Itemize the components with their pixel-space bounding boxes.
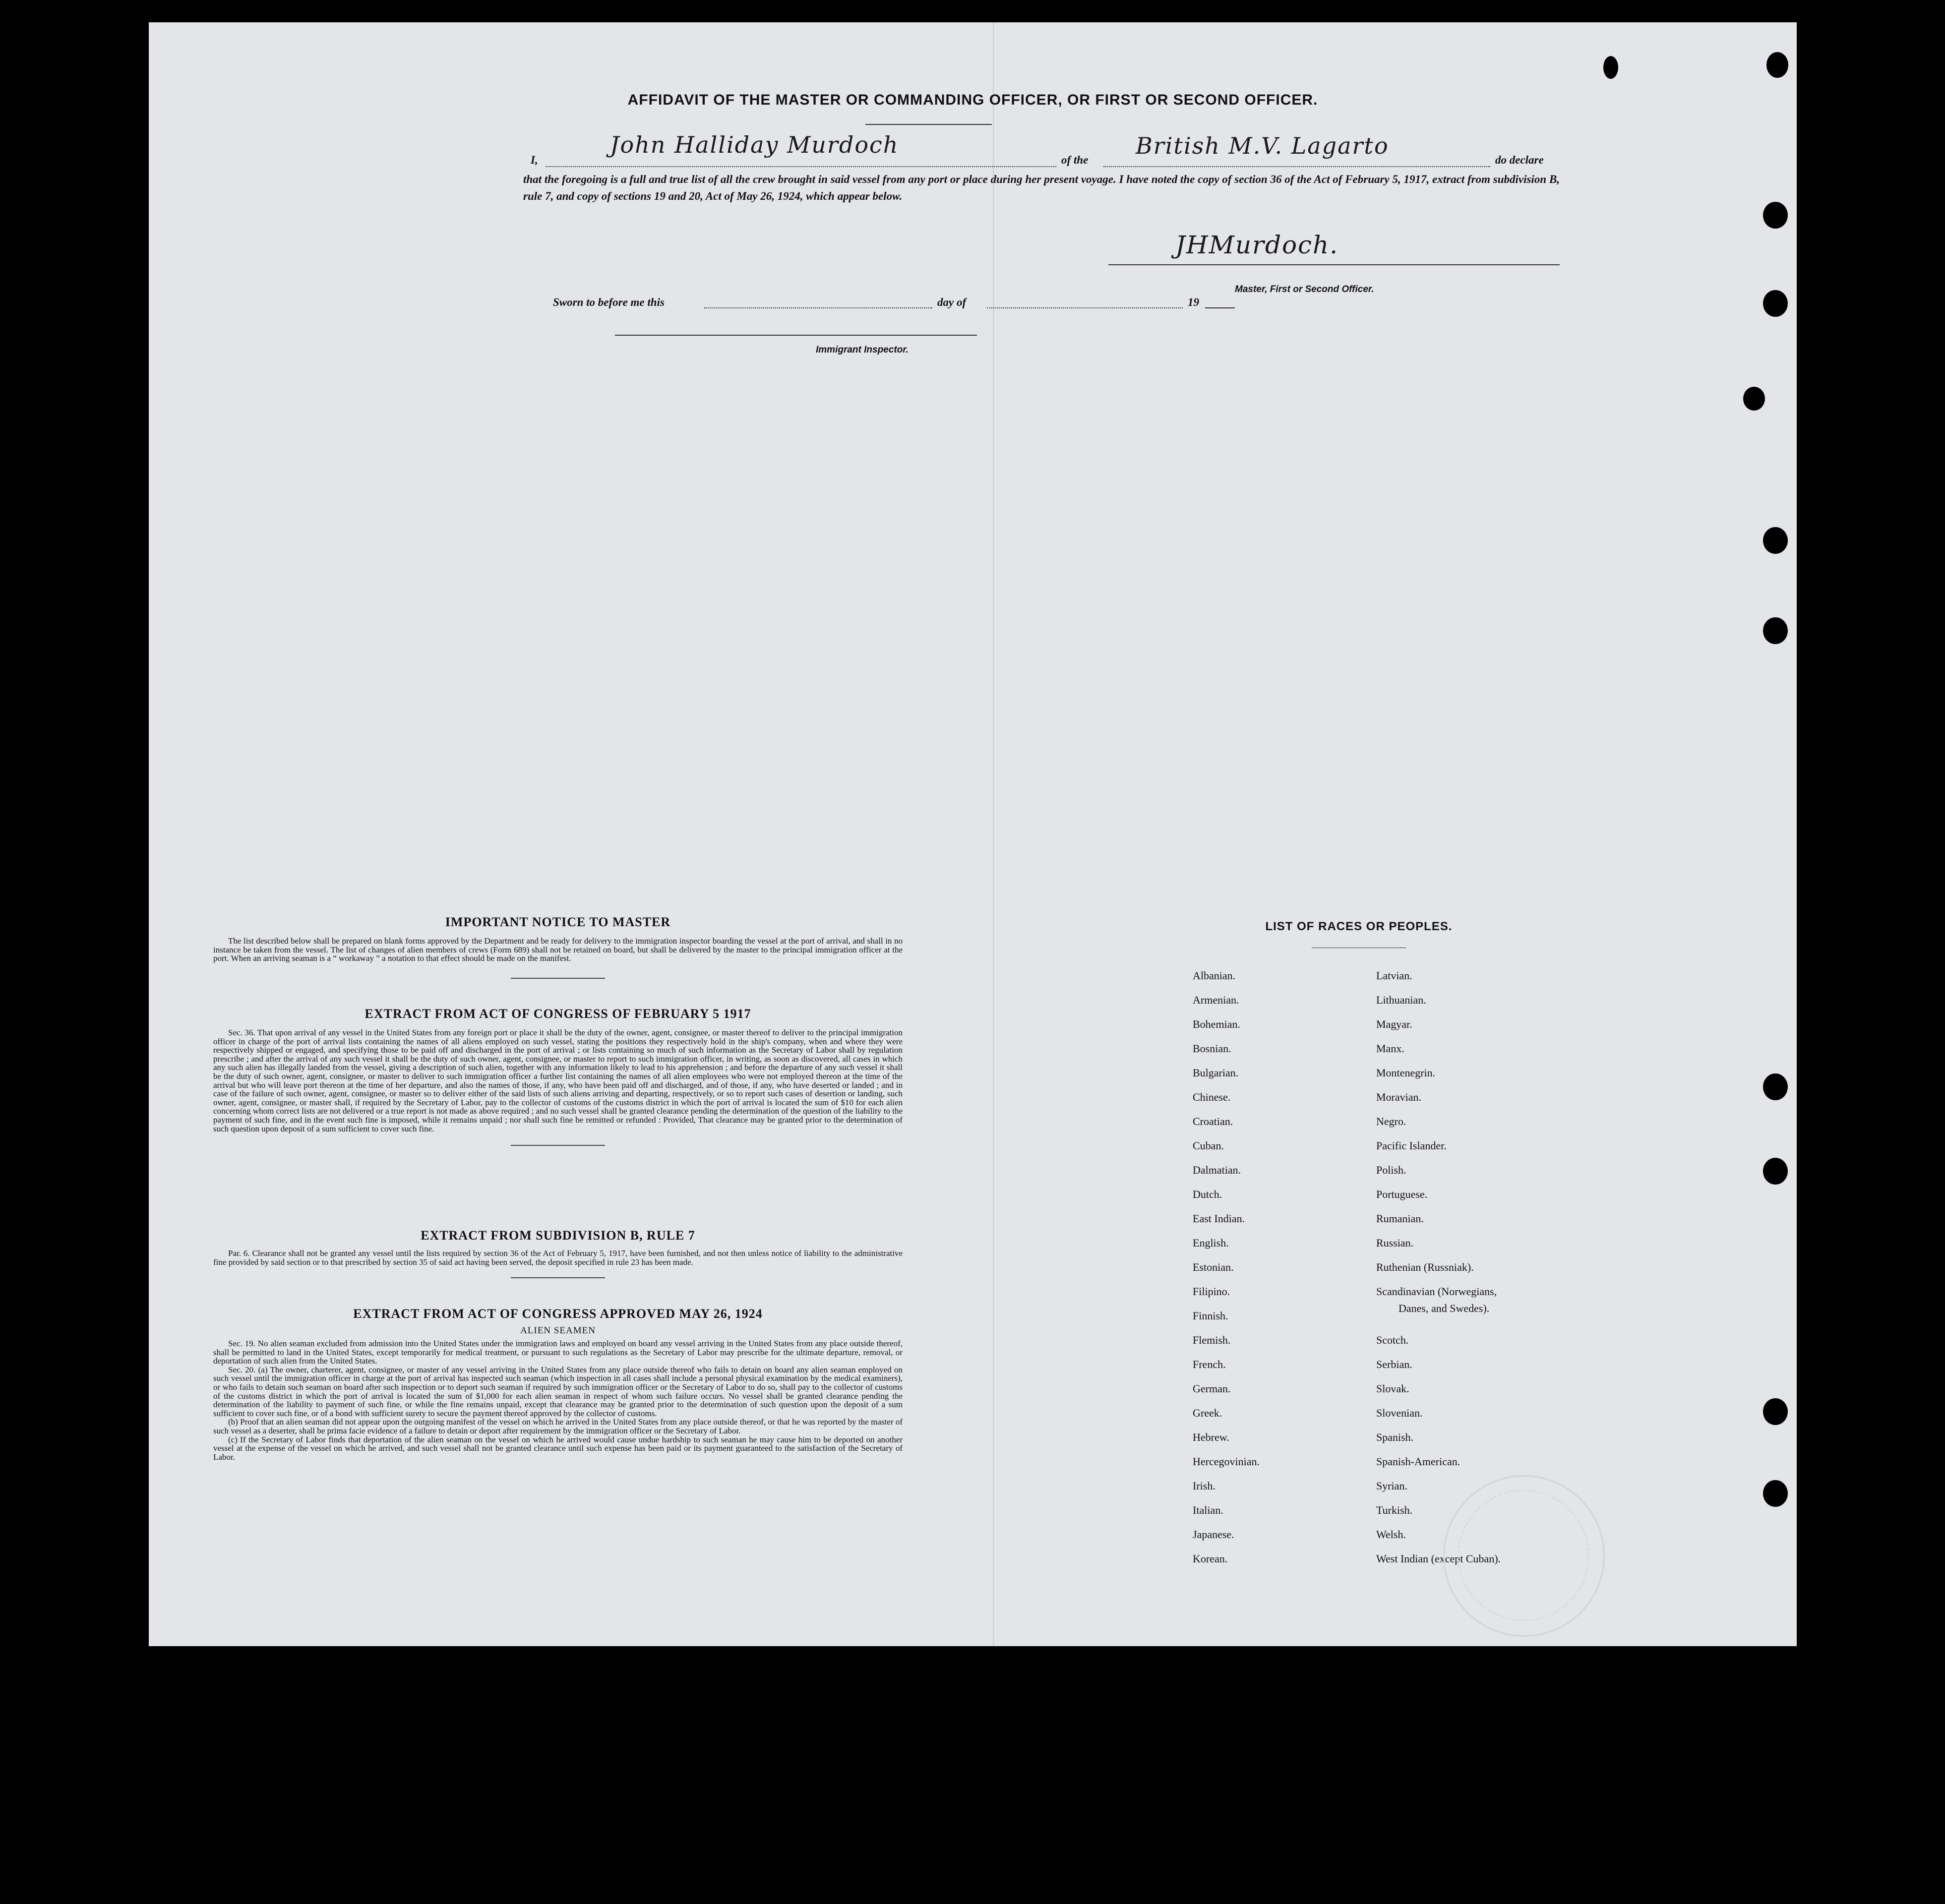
signature-caption: Master, First or Second Officer. [1235,284,1374,295]
sec19-text: Sec. 19. No alien seaman excluded from admission into the United States under the immigration laws and employed on board any vessel arriving in the United States from any place outside thereof, shall be permitted to land in the United States, except temporarily for medical treatment, or pursuant to such regulations as the Secretary of Labor may prescribe for the ultimate departure, removal, or deportation of such alien from the United States. [213,1339,903,1366]
punch-hole [1763,527,1788,554]
race-item: Moravian. [1376,1091,1422,1103]
sworn-day-blank [704,307,932,308]
race-item: Turkish. [1376,1504,1413,1516]
race-item: Spanish. [1376,1431,1414,1443]
race-item: Korean. [1193,1552,1228,1565]
punch-hole [1763,1398,1788,1425]
race-item: Ruthenian (Russniak). [1376,1261,1474,1273]
signature-line [1108,264,1560,265]
punch-hole [1743,387,1765,411]
race-item: Estonian. [1193,1261,1234,1273]
race-item: Montenegrin. [1376,1067,1436,1079]
notice-section [213,915,903,979]
race-item: Japanese. [1193,1528,1234,1541]
extract-1917-section [213,1007,903,1146]
punch-hole [1763,1158,1788,1185]
race-item: English. [1193,1237,1229,1249]
race-item: Rumanian. [1376,1212,1424,1225]
notice-text: The list described below shall be prepared on blank forms approved by the Department and be ready for delivery to the immigration inspector boarding the vessel at the port of arrival, and shall in no instance be taken from the vessel. The list of changes of alien members of crews (Form 689) shall not be retained on board, but shall be delivered by the master to the principal immigration officer at the port. When an arriving seaman is a “ workaway ” a notation to that effect should be made on the manifest. [213,936,903,963]
race-item: Magyar. [1376,1018,1412,1030]
punch-hole [1763,1073,1788,1100]
punch-hole [1763,1480,1788,1507]
race-item: French. [1193,1358,1226,1370]
day-of-label: day of [937,296,967,308]
page-fold [993,22,994,1646]
sworn-label: Sworn to before me this [553,296,665,308]
punch-hole [1603,56,1618,79]
race-item: Slovak. [1376,1382,1409,1395]
do-declare-label: do declare [1495,154,1544,166]
document-page [149,22,1797,1646]
races-title: LIST OF RACES OR PEOPLES. [1265,920,1453,933]
race-item: Croatian. [1193,1115,1233,1128]
extract-1917-text: Sec. 36. That upon arrival of any vessel in the United States from any foreign port or place it shall be the duty of the owner, agent, consignee, or master thereof to deliver to the principal immigration officer in charge of the port of arrival lists containing the names of all aliens employed on such vessel, stating the positions they respectively hold in the ship's company, when and where they were respectively shipped or engaged, and specifying those to be paid off and discharged in the port of arrival ; or lists containing so much of such information as the Secretary of Labor shall by regulation prescribe ; and after the arrival of any such vessel it shall be the duty of such owner, agent, consignee, or master to report to such immigration officer, in writing, as soon as discovered, all cases in which any such alien has illegally landed from the vessel, giving a description of such alien, together with any information likely to lead to his apprehension ; and before the departure of any such vessel it shall be the duty of such owner, agent, consignee, or master to deliver to such immigration officer a further list containing the names of all alien employees who were not employed thereon at the time of the arrival but who will leave port thereon at the time of her departure, and also the names of those, if any, who have been paid off and discharged, and of those, if any, who have deserted or landed ; and in case of the failure of such owner, agent, consignee, or master so to deliver either of the said lists of such aliens arriving and departing, respectively, or so to report such cases of desertion or landing, such owner, agent, consignee, or master shall, if required by the Secretary of Labor, pay to the collector of customs of the customs district in which the port of arrival is located the sum of $10 for each alien concerning whom correct lists are not delivered or a true report is not made as above required ; and no such vessel shall be granted clearance pending the determination of the question of the liability to the payment of such fine, and in the event such fine is imposed, while it remains unpaid ; nor shall such fine be remitted or refunded : Provided, That clearance may be granted prior to the determination of such question upon deposit of a sum sufficient to cover such fine. [213,1028,903,1133]
race-item: Bohemian. [1193,1018,1240,1030]
vessel-name-blank [1103,166,1490,167]
race-item: Serbian. [1376,1358,1412,1370]
race-item: Scandinavian (Norwegians, [1376,1285,1497,1298]
race-item: Flemish. [1193,1334,1231,1346]
punch-hole [1763,290,1788,317]
signature: JHMurdoch. [1175,231,1339,259]
declarant-name: John Halliday Murdoch [610,131,899,158]
race-item: Bulgarian. [1193,1067,1239,1079]
extract-rule7-title: EXTRACT FROM SUBDIVISION B, RULE 7 [421,1228,695,1243]
race-item: Russian. [1376,1237,1414,1249]
title-rule [865,124,992,125]
race-item: Chinese. [1193,1091,1231,1103]
extract-1924-subtitle: ALIEN SEAMEN [520,1325,596,1336]
affidavit-body: that the foregoing is a full and true list of all the crew brought in said vessel from any port or place during her present voyage. I have noted the copy of section 36 of the Act of February 5, 1917, extract from subdivision B, rule 7, and copy of sections 19 and 20, Act of May 26, 1924, which appear below. [523,173,1560,202]
race-item: Hebrew. [1193,1431,1229,1443]
race-item: German. [1193,1382,1231,1395]
sec20a-text: Sec. 20. (a) The owner, charterer, agent, consignee, or master of any vessel arriving in the United States from any place outside thereof who fails to detain on board any alien seaman employed on such vessel until the immigration officer in charge at the port of arrival has inspected such seaman (which inspection in all cases shall include a personal physical examination by the medical examiners), or who fails to detain such seaman on board after such inspection or to deport such seaman if required by such immigration officer or the Secretary of Labor to do so, shall pay to the collector of customs of the customs district in which the port of arrival is located the sum of $1,000 for each alien seaman in respect of whom such failure occurs. No vessel shall be granted clearance pending the determination of the liability to payment of such fine, or while the fine remains unpaid, except that clearance may be granted prior to the determination of such question upon the deposit of a sum sufficient to cover such fine, or of a bond with sufficient surety to secure the payment thereof approved by the collector of customs. [213,1365,903,1418]
embossed-seal-inner [1458,1490,1589,1621]
sec20c-text: (c) If the Secretary of Labor finds that deportation of the alien seaman on the vessel on which he arrived would cause undue hardship to such seaman he may cause him to be deported on another vessel at the expense of the vessel on which he arrived, and such vessel shall not be granted clearance until such expense has been paid or its payment guaranteed to the satisfaction of the Secretary of Labor. [213,1434,903,1462]
separator [511,1277,605,1278]
inspector-caption: Immigrant Inspector. [816,345,909,355]
separator [511,1145,605,1146]
race-item: Italian. [1193,1504,1223,1516]
year-blank [1205,307,1235,308]
race-item: Irish. [1193,1480,1216,1492]
sworn-month-blank [987,307,1183,308]
race-item: Bosnian. [1193,1042,1231,1055]
race-item: Cuban. [1193,1139,1224,1152]
race-item: Pacific Islander. [1376,1139,1447,1152]
declarant-name-blank [546,166,1056,167]
race-item: Polish. [1376,1164,1406,1176]
race-item: Negro. [1376,1115,1406,1128]
race-item: Albanian. [1193,969,1236,982]
race-item: Scotch. [1376,1334,1409,1346]
extract-1924-title: EXTRACT FROM ACT OF CONGRESS APPROVED MAY 26, 1924 [353,1307,763,1321]
race-item: Dalmatian. [1193,1164,1241,1176]
inspector-line [615,335,977,336]
declarant-prefix: I, [531,154,538,166]
race-item: Spanish-American. [1376,1455,1460,1468]
extract-rule7-section [213,1228,903,1278]
race-item: Portuguese. [1376,1188,1428,1200]
vessel-name: British M.V. Lagarto [1136,132,1389,159]
extract-rule7-text: Par. 6. Clearance shall not be granted any vessel until the lists required by section 36 of the Act of February 5, 1917, have been furnished, and not then unless notice of liability to the administrative fine provided by said section or to that prescribed by section 35 of said act having been served, the deposit specified in rule 23 has been made. [213,1249,903,1267]
race-item: Latvian. [1376,969,1412,982]
extract-1924-section [213,1307,903,1461]
race-item: Welsh. [1376,1528,1406,1541]
race-item: West Indian (except Cuban). [1376,1552,1501,1565]
race-item: Slovenian. [1376,1407,1423,1419]
sec20b-text: (b) Proof that an alien seaman did not appear upon the outgoing manifest of the vessel on which he arrived in the United States from any place outside thereof, or that he was reported by the master of such vessel as a deserter, shall be prima facie evidence of a failure to detain or deport after requirement by the immigration officer or the Secretary of Labor. [213,1417,903,1435]
race-item: Manx. [1376,1042,1404,1055]
race-item: Danes, and Swedes). [1398,1302,1490,1314]
of-the-label: of the [1061,154,1089,166]
race-item: Armenian. [1193,994,1239,1006]
race-item: Filipino. [1193,1285,1230,1298]
year-prefix: 19 [1188,296,1199,308]
race-item: Finnish. [1193,1309,1228,1322]
notice-title: IMPORTANT NOTICE TO MASTER [445,915,671,929]
separator [511,978,605,979]
race-item: Greek. [1193,1407,1222,1419]
race-item: Lithuanian. [1376,994,1426,1006]
race-item: Dutch. [1193,1188,1222,1200]
race-item: Syrian. [1376,1480,1407,1492]
race-item: East Indian. [1193,1212,1245,1225]
extract-1917-title: EXTRACT FROM ACT OF CONGRESS OF FEBRUARY 5 1917 [365,1007,751,1021]
affidavit-title: AFFIDAVIT OF THE MASTER OR COMMANDING OFFICER, OR FIRST OR SECOND OFFICER. [627,92,1318,108]
race-item: Hercegovinian. [1193,1455,1260,1468]
punch-hole [1763,617,1788,644]
punch-hole [1763,202,1788,229]
punch-hole [1766,52,1788,78]
